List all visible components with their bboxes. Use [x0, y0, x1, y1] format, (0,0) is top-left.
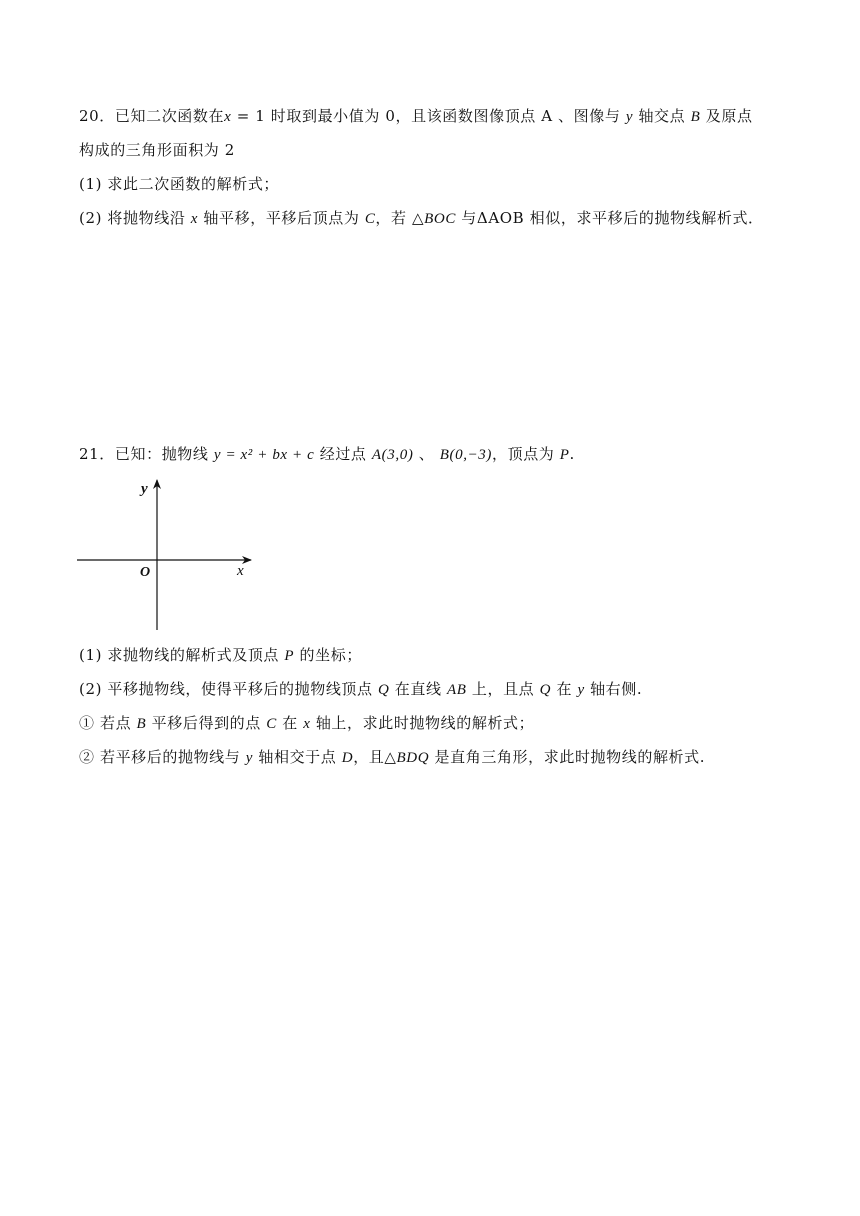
text-run: (2) 将抛物线沿	[79, 209, 191, 227]
text-run: 经过点	[314, 445, 372, 463]
math-run: B	[690, 109, 701, 125]
text-run: = 1 时取到最小值为 0，且该函数图像顶点 A 、图像与	[231, 107, 626, 125]
text-run: 在	[276, 714, 304, 732]
text-run: ，顶点为	[492, 445, 560, 463]
text-run: 轴右侧.	[584, 680, 643, 698]
text-run: (2) 平移抛物线，使得平移后的抛物线顶点	[79, 680, 378, 698]
math-run: Q	[539, 682, 552, 698]
math-run: y	[245, 750, 254, 766]
math-run: y	[625, 109, 634, 125]
math-run: Q	[378, 682, 390, 698]
text-run: 上，且点	[466, 680, 540, 698]
coordinate-axes-figure	[75, 476, 255, 634]
text-run: 及原点	[700, 107, 753, 125]
problem-20-question-1: (1) 求此二次函数的解析式；	[79, 175, 280, 193]
math-run: y	[577, 682, 585, 698]
text-run: 轴上，求此时抛物线的解析式；	[310, 714, 535, 732]
math-run: △BOC	[412, 211, 456, 227]
text-run: ② 若平移后的抛物线与	[79, 748, 246, 766]
problem-21-stem	[79, 444, 575, 465]
text-run: ，若	[375, 209, 412, 227]
math-run: B	[136, 716, 147, 732]
problem-20-number: 20．	[79, 107, 115, 125]
text-run: 在直线	[389, 680, 447, 698]
problem-20-stem-line1	[79, 106, 753, 127]
math-run: C	[364, 211, 376, 227]
math-run: P	[284, 648, 295, 664]
text-run: 的坐标；	[294, 646, 362, 664]
text-run: 、	[413, 445, 440, 463]
x-axis-label: x	[237, 563, 244, 579]
math-run: D	[341, 750, 354, 766]
text-run: 已知二次函数在	[114, 107, 225, 125]
math-run: A(3,0)	[371, 447, 414, 463]
text-run: 平移后得到的点	[146, 714, 267, 732]
problem-21-question-1	[79, 645, 362, 666]
text-run: 与ΔAOB 相似，求平移后的抛物线解析式．	[455, 209, 764, 227]
text-run: ，且△	[353, 748, 397, 766]
text-run: .	[569, 445, 575, 463]
math-run: BDQ	[396, 750, 430, 766]
problem-21-question-2-part-2	[79, 747, 705, 768]
origin-label: O	[140, 565, 151, 580]
text-run: 轴交点	[633, 107, 691, 125]
text-run: 已知：抛物线	[114, 445, 214, 463]
text-run: 在	[551, 680, 578, 698]
math-run: C	[266, 716, 277, 732]
text-run: 轴平移，平移后顶点为	[198, 209, 365, 227]
text-run: (1) 求抛物线的解析式及顶点	[79, 646, 285, 664]
problem-21-question-2	[79, 679, 642, 700]
math-run: B(0,−3)	[439, 447, 492, 463]
problem-20-question-2	[79, 208, 764, 229]
math-run: y = x² + bx + c	[213, 447, 315, 463]
y-axis-label: y	[141, 481, 148, 497]
math-run: x	[190, 211, 199, 227]
math-run: P	[559, 447, 570, 463]
math-run: x	[224, 109, 232, 125]
text-run: ① 若点	[79, 714, 137, 732]
problem-21-question-2-part-1	[79, 713, 534, 734]
math-run: x	[303, 716, 311, 732]
math-run: AB	[446, 682, 467, 698]
text-run: 轴相交于点	[253, 748, 342, 766]
text-run: 是直角三角形，求此时抛物线的解析式.	[429, 748, 706, 766]
problem-20-stem-line2: 构成的三角形面积为 2	[79, 141, 235, 159]
problem-21-number: 21．	[79, 445, 115, 463]
